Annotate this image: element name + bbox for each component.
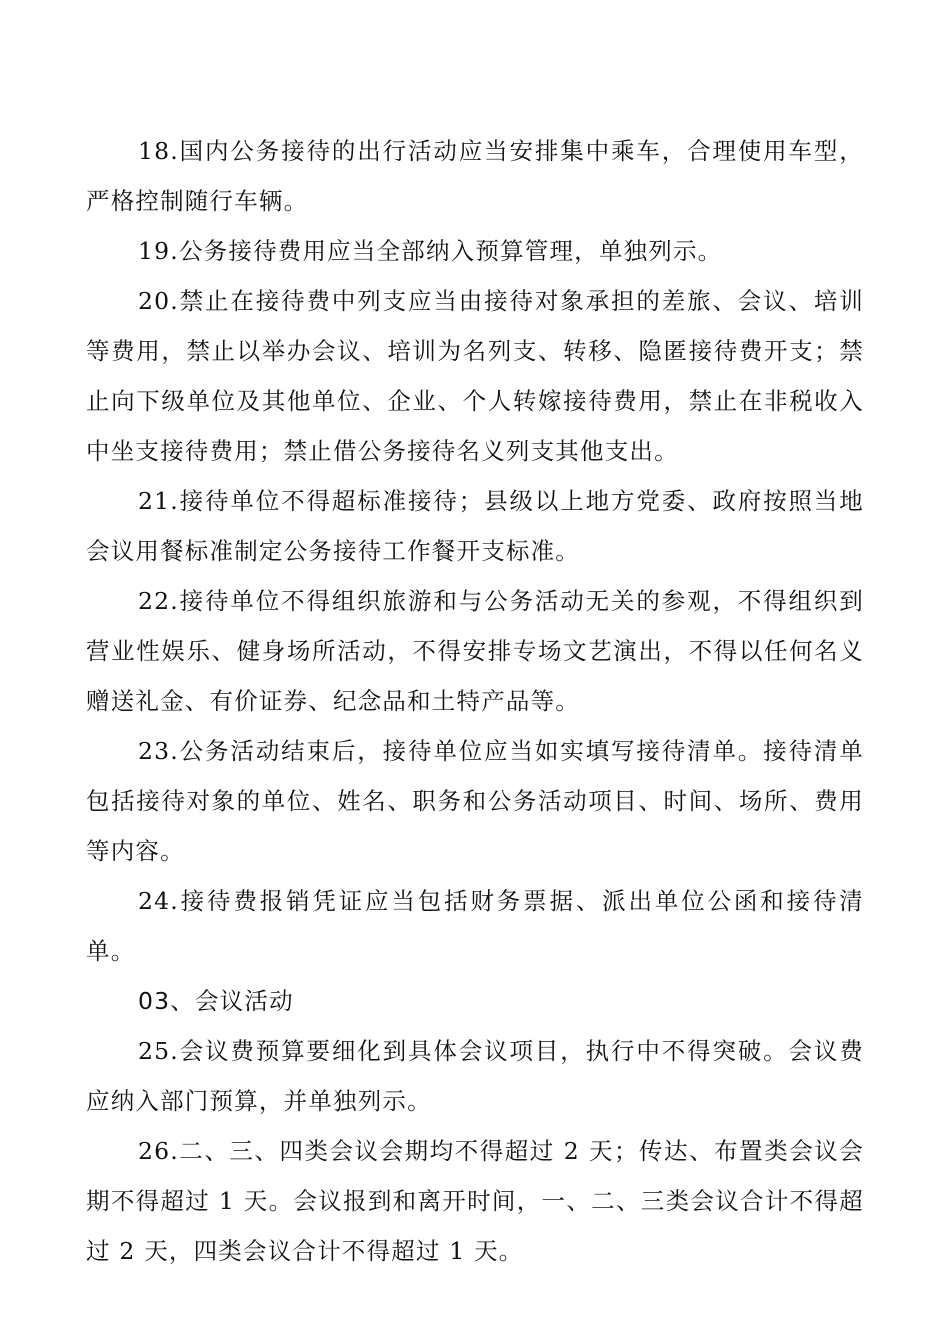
paragraph-23: 23.公务活动结束后，接待单位应当如实填写接待清单。接待清单包括接待对象的单位、姓名、职务和公务活动项目、时间、场所、费用等内容。 [86,737,864,865]
paragraph-21: 21.接待单位不得超标准接待；县级以上地方党委、政府按照当地会议用餐标准制定公务接待工作餐开支标准。 [86,487,864,565]
paragraph-20: 20.禁止在接待费中列支应当由接待对象承担的差旅、会议、培训等费用，禁止以举办会议、培训为名列支、转移、隐匿接待费开支；禁止向下级单位及其他单位、企业、个人转嫁接待费用，禁止在非税收入中坐支接待费用；禁止借公务接待名义列支其他支出。 [86,287,864,465]
paragraph-25: 25.会议费预算要细化到具体会议项目，执行中不得突破。会议费应纳入部门预算，并单独列示。 [86,1037,864,1115]
section-heading: 03、会议活动 [138,987,294,1015]
paragraph-24: 24.接待费报销凭证应当包括财务票据、派出单位公函和接待清单。 [86,887,864,965]
paragraph-18: 18.国内公务接待的出行活动应当安排集中乘车，合理使用车型，严格控制随行车辆。 [86,137,864,215]
document-body [86,126,864,1276]
paragraph-22: 22.接待单位不得组织旅游和与公务活动无关的参观，不得组织到营业性娱乐、健身场所活动，不得安排专场文艺演出，不得以任何名义赠送礼金、有价证券、纪念品和土特产品等。 [86,587,864,715]
paragraph-26: 26.二、三、四类会议会期均不得超过 2 天；传达、布置类会议会期不得超过 1 天。会议报到和离开时间，一、二、三类会议合计不得超过 2 天，四类会议合计不得超过 1 天。 [86,1137,864,1265]
paragraph-19: 19.公务接待费用应当全部纳入预算管理，单独列示。 [138,237,723,265]
